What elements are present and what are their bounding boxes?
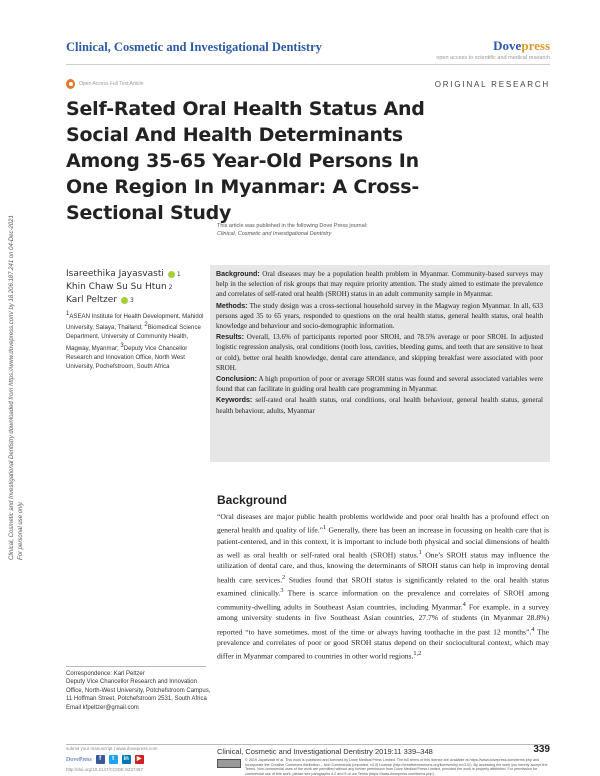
abstract-label: Results: xyxy=(216,333,244,342)
abstract-keywords xyxy=(216,395,543,415)
citation-ref[interactable]: 2 xyxy=(281,573,286,581)
twitter-icon[interactable]: t xyxy=(109,755,118,764)
section-heading-background: Background xyxy=(217,493,288,507)
author xyxy=(66,294,181,307)
abstract-conclusion xyxy=(216,374,543,394)
body-text: There is scarce information on the prevalence and correlates of SROH among community-dwelling adults in Southeast Asian countries, including Myanmar. xyxy=(217,588,549,612)
abstract-text: Overall, 13.6% of participants reported poor SROH, and 78.5% average or poor SROH. In adjusted logistic regression analysis, oral conditions (tooth loss, cavities, bleeding gums, and teeth that are sensitive to heat or cold), better oral health knowledge, dental care attendance, and skipping breakfast were associated with poor SROH. xyxy=(216,333,543,372)
background-body xyxy=(217,511,549,729)
download-watermark xyxy=(8,215,25,560)
author-name[interactable]: Isareethika Jayasvasti xyxy=(66,269,164,279)
footer-divider xyxy=(66,744,550,745)
affiliation-text: ASEAN Institute for Health Development, Mahidol University, Salaya, Thailand; xyxy=(66,313,204,332)
body-text: Generally, there has been an increase in focussing on health care that is patient-centered, and in this context, it is important to include both physical and social dimensions of health as well as oral health or self-rated oral health (SROH) status. xyxy=(217,525,549,560)
affiliation-ref: 3 xyxy=(120,342,124,349)
download-watermark-line: Clinical, Cosmetic and Investigational Dentistry downloaded from https://www.dovepress.com/ by 18.206.187.241 on 04-Dec-2021 xyxy=(9,215,15,560)
open-access-icon xyxy=(66,79,75,89)
body-text: Studies found that SROH status is significantly related to the oral health status examined clinically. xyxy=(217,575,549,598)
creative-commons-icon[interactable] xyxy=(217,759,241,768)
abstract-text: Oral diseases may be a population health problem in Myanmar. Community-based surveys may help in the selection of risk groups that may require priority attention. The study aimed to estimate the prevalence and correlates of self-rated oral health (SROH) status in an adult community sample in Myanmar. xyxy=(216,270,543,299)
abstract-label: Methods: xyxy=(216,301,248,310)
citation-ref[interactable]: 1,2 xyxy=(413,650,422,658)
correspondence-email[interactable]: Email kfpeltzer@gmail.com xyxy=(66,704,139,711)
author xyxy=(66,281,181,294)
footer-brand-name[interactable]: DovePress xyxy=(66,756,92,763)
linkedin-icon[interactable]: in xyxy=(123,756,129,762)
journal-name-header: Clinical, Cosmetic and Investigational Dentistry xyxy=(66,40,322,54)
author-name[interactable]: Khin Chaw Su Su Htun xyxy=(66,282,167,292)
article-title: Self-Rated Oral Health Status And Social And Health Determinants Among 35-65 Year-Old Persons In One Region In Myanmar: A Cross-Sectional Study xyxy=(66,98,425,224)
footer-journal-citation: Clinical, Cosmetic and Investigational Dentistry 2019:11 339–348 xyxy=(217,747,433,756)
citation-ref[interactable]: 4 xyxy=(531,625,535,633)
abstract-label: Background: xyxy=(216,270,260,278)
affiliation-text: Deputy Vice Chancellor Research and Innovation Office, North West University, Pochefstroom, South Africa xyxy=(66,344,188,371)
author-affiliation-ref: 2 xyxy=(168,284,173,291)
youtube-icon[interactable]: ▶ xyxy=(135,755,144,764)
body-text: For example, in a survey among university students in five Southeast Asian countries, 27.7% of students (in Myanmar 28.8%) reported “to have sometimes, most of the time or always having toothache in the past 12 months”. xyxy=(217,602,549,637)
affiliation-ref: 1 xyxy=(66,311,70,317)
citation-ref[interactable]: 1 xyxy=(418,548,422,556)
published-note-text: This article was published in the following Dove Press journal: xyxy=(217,223,368,229)
citation-ref[interactable]: 4 xyxy=(462,600,466,608)
abstract-background xyxy=(216,269,543,300)
abstract-text: A high proportion of poor or average SROH status was found and several associated variables were found that can facilitate in guiding oral health care programming in Myanmar. xyxy=(216,375,543,394)
dovepress-logo[interactable] xyxy=(493,38,550,54)
orcid-icon[interactable] xyxy=(168,271,175,278)
submit-manuscript-link[interactable]: submit your manuscript | www.dovepress.com xyxy=(66,746,158,751)
author-list xyxy=(66,268,181,307)
header-divider xyxy=(66,64,550,65)
affiliations xyxy=(66,310,206,371)
citation-ref[interactable]: 3 xyxy=(280,587,284,595)
affiliation-ref: 2 xyxy=(144,322,148,329)
license-text: © 2019 Jayasvasti et al. This work is published and licensed by Dove Medical Press Limited. The full terms of this license are available at https://www.dovepress.com/terms.php and incorporate the Creative Commons Attribution – Non Commercial (unported, v3.0) License (http://creativecommons.org/licenses/by-nc/3.0/). By accessing the work you hereby accept the Terms. Non-commercial uses of the work are permitted without any further permission from Dove Medical Press Limited, provided the work is properly attributed. For permission for commercial use of this work, please see paragraphs 4.2 and 5 of our Terms (https://www.dovepress.com/terms.php). xyxy=(245,758,548,776)
article-section-type: ORIGINAL RESEARCH xyxy=(434,80,550,89)
author-affiliation-ref: 1 xyxy=(176,271,181,278)
correspondence-block xyxy=(66,670,211,712)
open-access-label: Open Access Full Text Article xyxy=(79,81,144,87)
affiliation-text: Biomedical Science Department, University of Community Health, Magway, Myanmar; xyxy=(66,324,201,352)
brand-press: press xyxy=(521,38,550,53)
citation-ref[interactable]: 1 xyxy=(323,524,327,532)
abstract-box xyxy=(210,265,550,462)
abstract-text: The study design was a cross-sectional household survey in the Magway region Myanmar. In all, 633 persons aged 35 to 65 years, responded to questions on the oral health status, general health status, oral health knowledge and behaviour and socio-demographic information. xyxy=(216,301,543,331)
correspondence-divider xyxy=(66,666,206,667)
abstract-label: Keywords: xyxy=(216,396,253,405)
download-watermark-line: For personal use only. xyxy=(17,501,24,560)
author-affiliation-ref: 3 xyxy=(129,297,134,304)
published-note xyxy=(217,222,367,238)
author xyxy=(66,268,181,281)
abstract-label: Conclusion: xyxy=(216,375,257,384)
open-access-row xyxy=(66,79,143,89)
body-text: One’s SROH status may influence the utilization of dental care, and thus, knowing the determinants of SROH status can help in improving dental health care services. xyxy=(217,550,549,585)
correspondence-name: Correspondence: Karl Peltzer xyxy=(66,671,145,677)
author-name[interactable]: Karl Peltzer xyxy=(66,295,117,305)
doi-link[interactable]: http://doi.org/10.2147/CCIDE.S227497 xyxy=(66,767,144,772)
published-note-journal[interactable]: Clinical, Cosmetic and Investigational Dentistry xyxy=(217,231,332,237)
brand-tagline: open access to scientific and medical research xyxy=(436,55,550,61)
abstract-results xyxy=(216,332,543,373)
orcid-icon[interactable] xyxy=(121,297,128,304)
page-number: 339 xyxy=(533,744,550,755)
abstract-methods xyxy=(216,301,543,332)
facebook-icon[interactable]: f xyxy=(96,755,105,764)
brand-main: Dove xyxy=(493,38,522,53)
body-text: The prevalence and correlates of poor or good SROH status depend on their sociocultural context, which may differ in Myanmar compared to countries in other world regions. xyxy=(217,627,549,661)
correspondence-address: Deputy Vice Chancellor Research and Innovation Office, North-West University, Potchefstroom Campus, 11 Hoffman Street, Potchefstroom 2531, South Africa xyxy=(66,679,211,703)
abstract-text: self-rated oral health status, oral conditions, oral health behaviour, general health status, general health behaviour, adults, Myanmar xyxy=(216,396,543,415)
body-text: “Oral diseases are major public health problems worldwide and poor oral health has a profound effect on general health and quality of life.” xyxy=(217,512,549,535)
footer-brand-row xyxy=(66,755,144,764)
